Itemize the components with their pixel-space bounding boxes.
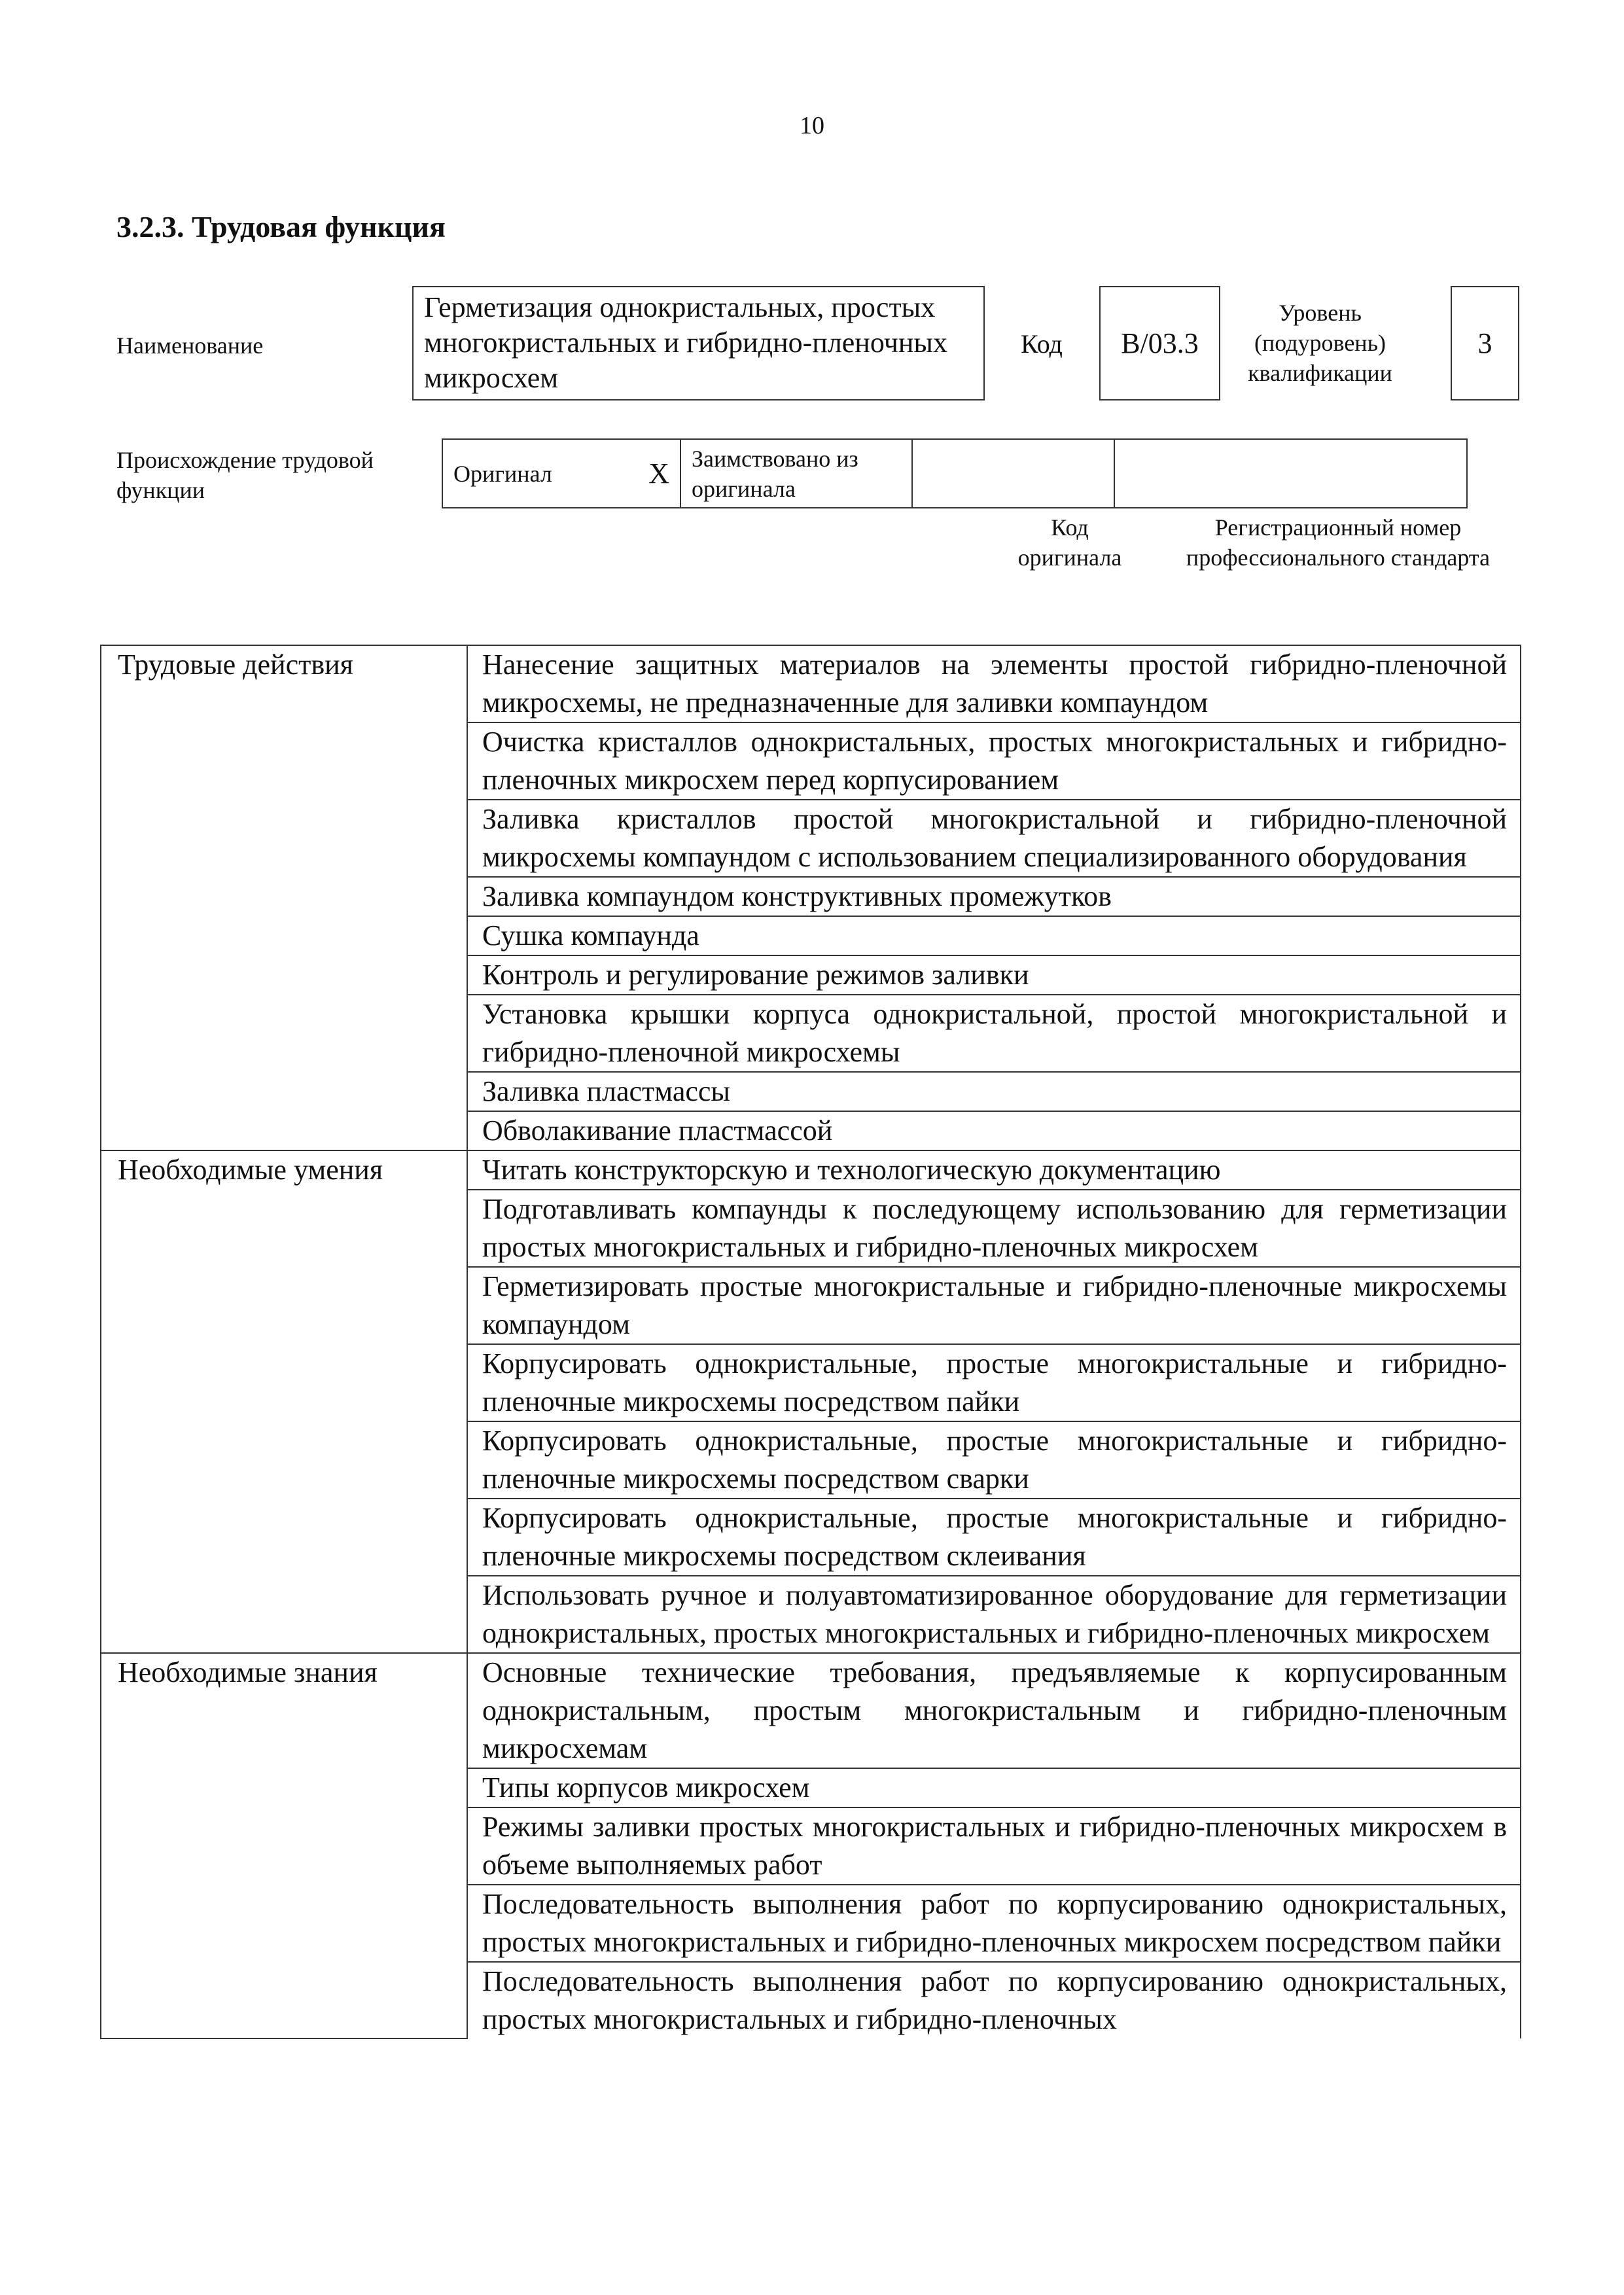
table-row — [101, 645, 1521, 722]
section-item: Заливка кристаллов простой многокристальной и гибридно-пленочной микросхемы компаундом с использованием специализированного оборудования — [467, 800, 1521, 877]
origin-table — [442, 438, 1468, 508]
section-item: Герметизировать простые многокристальные и гибридно-пленочные микросхемы компаундом — [467, 1267, 1521, 1344]
original-code-cell — [912, 439, 1114, 508]
reg-number-caption: Регистрационный номер профессионального стандарта — [1186, 514, 1491, 571]
code-value: B/03.3 — [1121, 327, 1199, 359]
section-item: Корпусировать однокристальные, простые многокристальные и гибридно-пленочные микросхемы посредством пайки — [467, 1344, 1521, 1421]
borrowed-label: Заимствовано из оригинала — [680, 439, 912, 508]
table-row — [101, 1150, 1521, 1190]
section-item: Заливка компаундом конструктивных промежутков — [467, 877, 1521, 916]
code-label: Код — [1021, 329, 1063, 359]
section-item: Использовать ручное и полуавтоматизированное оборудование для герметизации однокристальных, простых многокристальных и гибридно-пленочных микросхем — [467, 1576, 1521, 1653]
reg-number-cell — [1114, 439, 1467, 508]
original-code-caption: Код оригинала — [1017, 514, 1122, 571]
section-item: Контроль и регулирование режимов заливки — [467, 955, 1521, 995]
section-item: Обволакивание пластмассой — [467, 1111, 1521, 1150]
section-item: Нанесение защитных материалов на элементы простой гибридно-пленочной микросхемы, не предназначенные для заливки компаундом — [467, 645, 1521, 722]
section-item: Типы корпусов микросхем — [467, 1768, 1521, 1807]
section-item: Последовательность выполнения работ по корпусированию однокристальных, простых многокристальных и гибридно-пленочных микросхем посредством пайки — [467, 1885, 1521, 1962]
section-item: Подготавливать компаунды к последующему использованию для герметизации простых многокристальных и гибридно-пленочных микросхем — [467, 1190, 1521, 1267]
original-mark: X — [648, 457, 669, 489]
original-label: Оригинал — [453, 460, 552, 487]
table-row — [101, 1653, 1521, 1768]
labor-function-table-body — [101, 645, 1521, 2038]
original-cell — [442, 439, 680, 508]
section-item: Установка крышки корпуса однокристальной, простой многокристальной и гибридно-пленочной микросхемы — [467, 995, 1521, 1072]
section-item: Заливка пластмассы — [467, 1072, 1521, 1111]
code-field — [1099, 286, 1220, 400]
section-item: Основные технические требования, предъявляемые к корпусированным однокристальным, простым многокристальным и гибридно-пленочным микросхемам — [467, 1653, 1521, 1768]
section-item: Режимы заливки простых многокристальных и гибридно-пленочных микросхем в объеме выполняемых работ — [467, 1807, 1521, 1885]
page-number: 10 — [800, 112, 824, 139]
section-item: Очистка кристаллов однокристальных, простых многокристальных и гибридно-пленочных микросхем перед корпусированием — [467, 722, 1521, 800]
section-title-cell: Трудовые действия — [101, 645, 467, 1150]
name-label: Наименование — [116, 332, 264, 359]
section-item: Сушка компаунда — [467, 916, 1521, 955]
section-item: Читать конструкторскую и технологическую документацию — [467, 1150, 1521, 1190]
function-name-field: Герметизация однокристальных, простых многокристальных и гибридно-пленочных микросхем — [412, 286, 985, 400]
section-title: 3.2.3. Трудовая функция — [116, 210, 446, 243]
level-label: Уровень (подуровень) квалификации — [1248, 300, 1392, 386]
section-title-cell: Необходимые знания — [101, 1653, 467, 2038]
level-value: 3 — [1477, 327, 1492, 359]
section-item: Последовательность выполнения работ по корпусированию однокристальных, простых многокристальных и гибридно-пленочных — [467, 1962, 1521, 2038]
section-item: Корпусировать однокристальные, простые многокристальные и гибридно-пленочные микросхемы посредством склеивания — [467, 1499, 1521, 1576]
level-field — [1451, 286, 1519, 400]
labor-function-table — [100, 645, 1521, 2039]
section-item: Корпусировать однокристальные, простые многокристальные и гибридно-пленочные микросхемы посредством сварки — [467, 1421, 1521, 1499]
section-title-cell: Необходимые умения — [101, 1150, 467, 1653]
origin-label: Происхождение трудовой функции — [116, 447, 374, 503]
